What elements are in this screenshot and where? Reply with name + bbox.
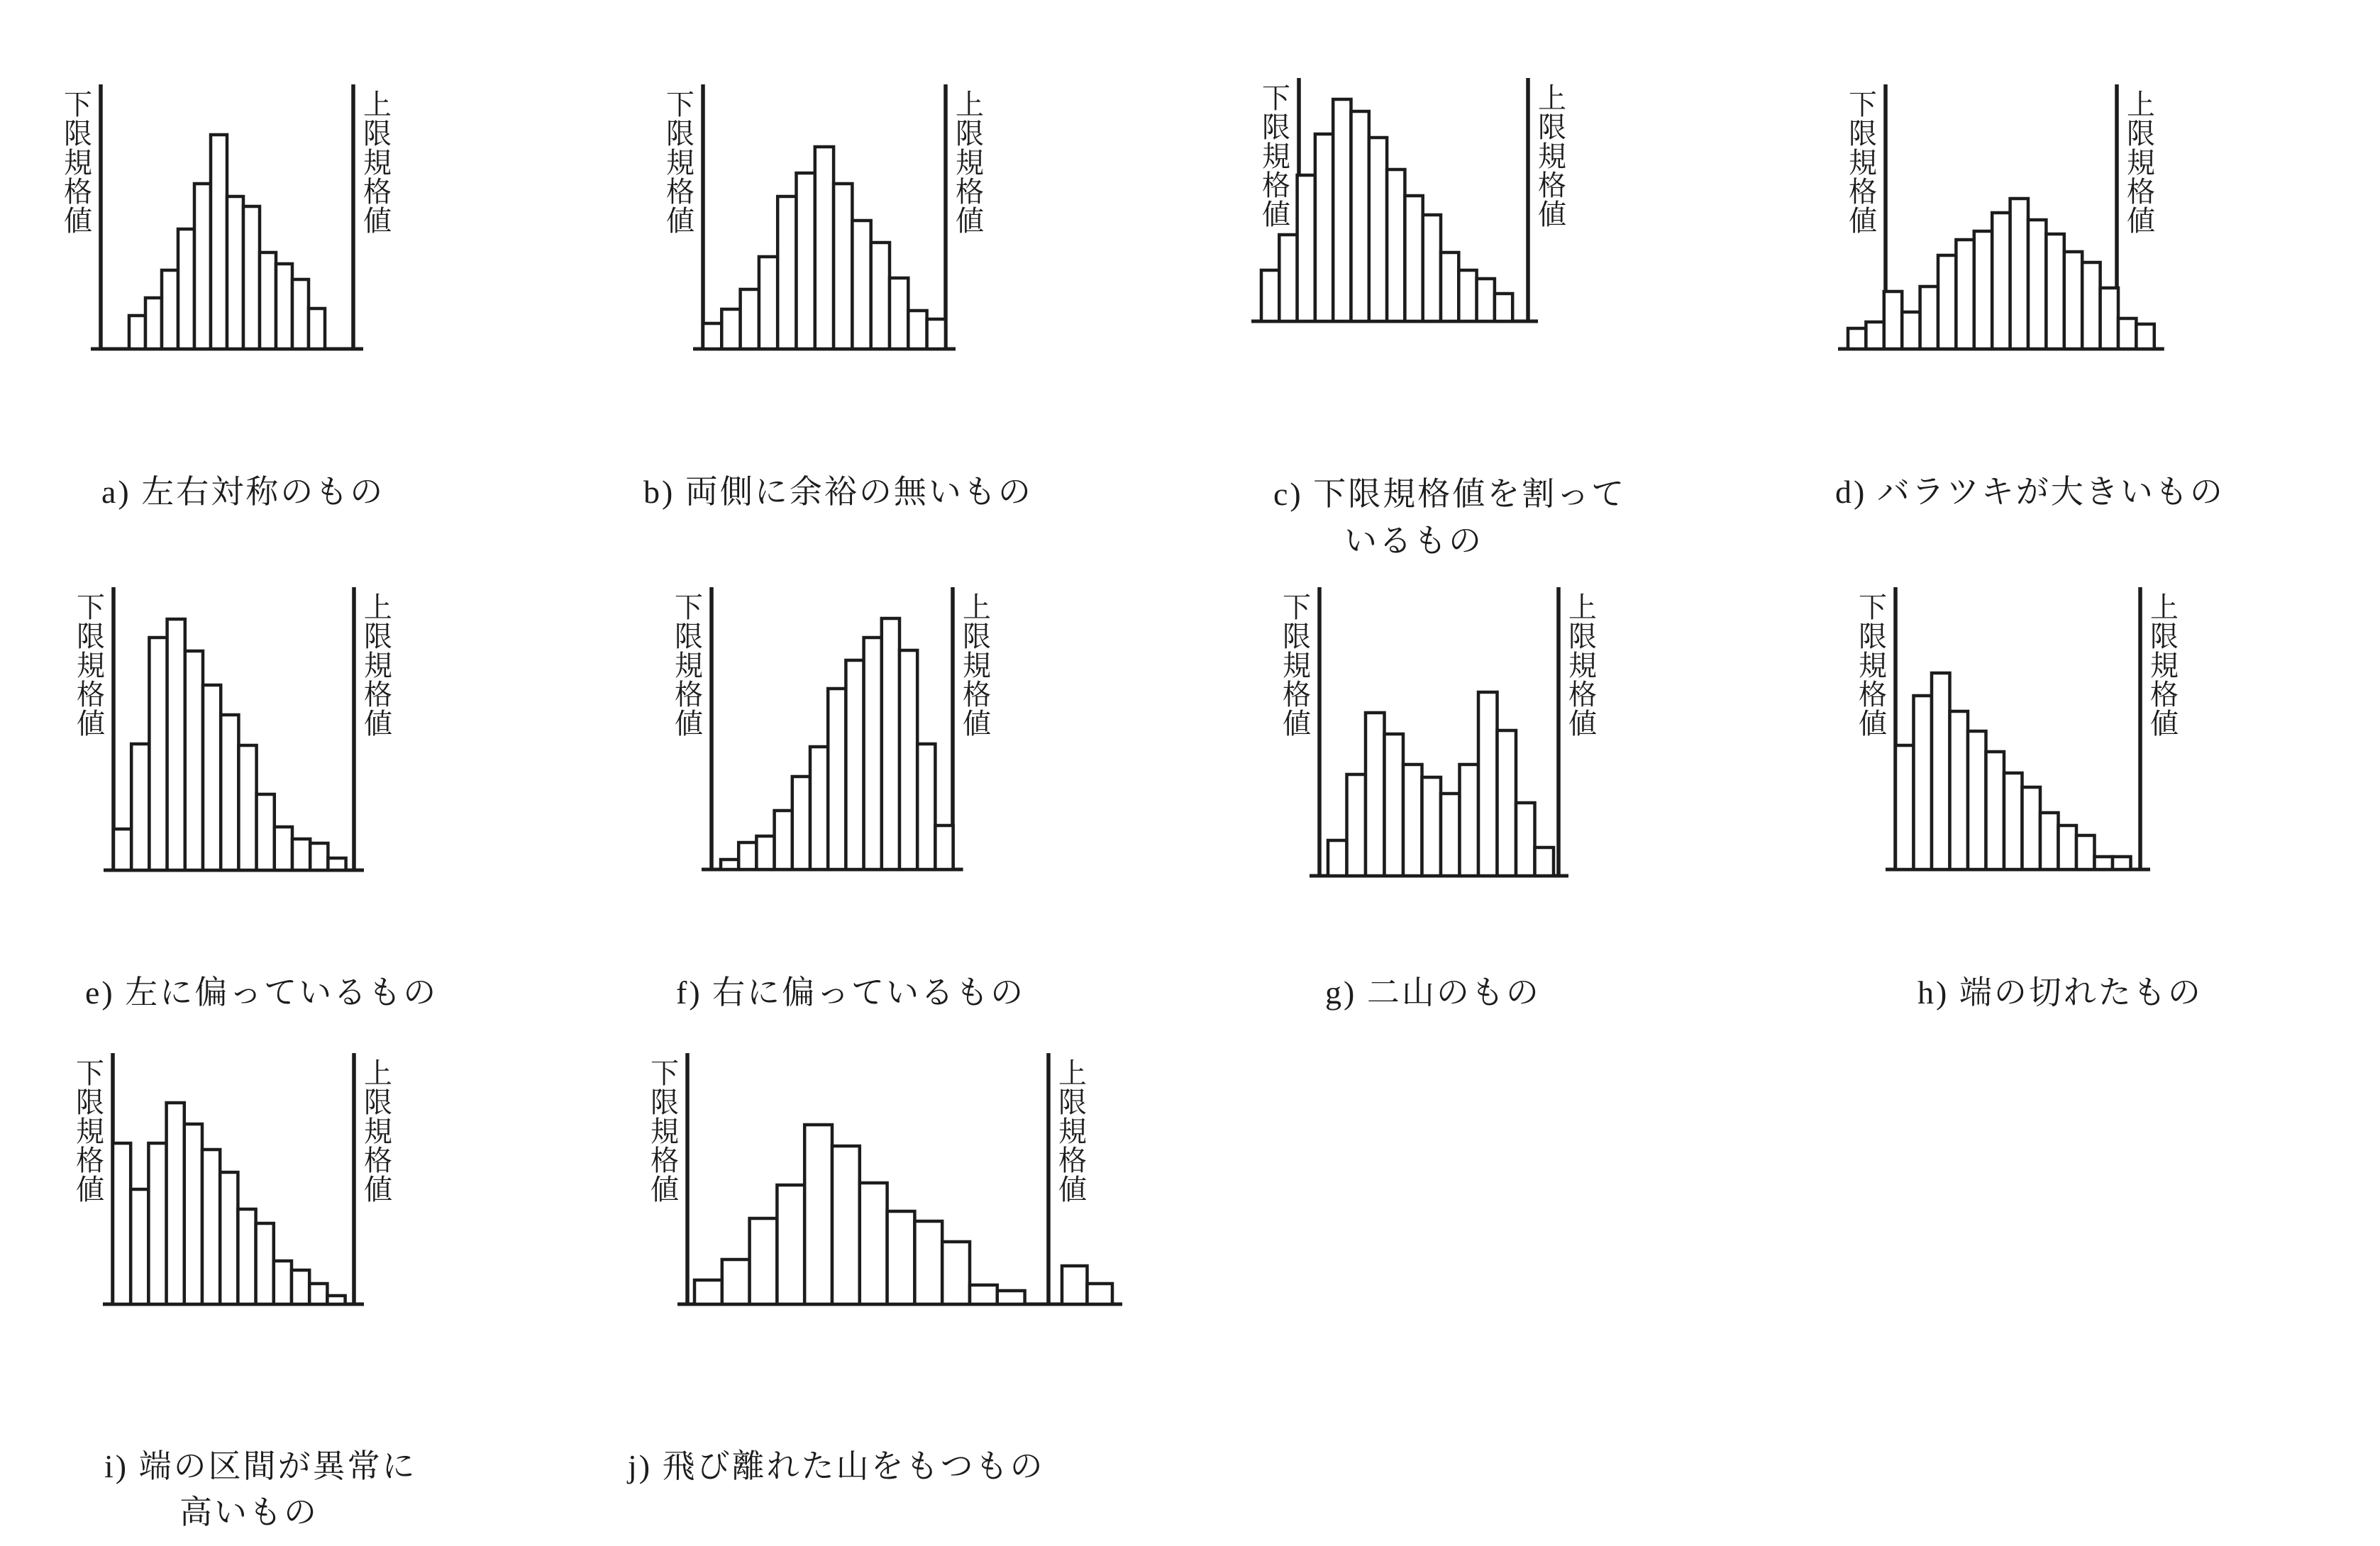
histogram-bar [1347, 774, 1366, 876]
histogram-bar [310, 843, 328, 870]
histogram-bar [1932, 673, 1950, 869]
histogram-bar [804, 1125, 832, 1304]
lower-spec-label: 下 [1283, 591, 1311, 623]
upper-spec-label: 格 [2127, 176, 2155, 208]
histogram-bar [935, 825, 953, 869]
chart-caption: j) 飛び離れた山をもつもの [628, 1448, 1045, 1484]
upper-spec-label: 限 [1538, 111, 1566, 143]
histogram-bar [221, 715, 238, 870]
histogram-bar [815, 147, 834, 349]
lower-spec-label: 限 [666, 118, 694, 150]
lower-spec-label: 規 [1849, 147, 1877, 179]
histogram-bar [810, 747, 828, 869]
lower-spec-label: 規 [1283, 650, 1311, 682]
lower-spec-label: 限 [675, 621, 703, 652]
lower-spec-label: 規 [666, 147, 694, 179]
lower-spec-label: 規 [1859, 650, 1887, 682]
histogram-bar [148, 1143, 166, 1304]
lower-spec-label: 下 [76, 1057, 104, 1089]
lower-spec-label: 限 [651, 1086, 679, 1118]
histogram-bar [846, 660, 863, 869]
histogram-bar [1261, 270, 1279, 321]
histogram-bar [1460, 764, 1479, 876]
histogram-bar [721, 309, 740, 349]
upper-spec-label: 限 [364, 1086, 392, 1118]
histogram-bar [194, 184, 211, 349]
histogram-bar [2028, 220, 2046, 349]
histogram-bar [309, 1284, 327, 1304]
chart-c [1251, 78, 1626, 559]
histogram-bar [1385, 734, 1404, 876]
histogram-bar [327, 1296, 345, 1304]
histogram-bar [1914, 696, 1932, 869]
histogram-bar [1895, 745, 1914, 869]
upper-spec-label: 値 [364, 1174, 392, 1206]
histogram-bar [750, 1218, 777, 1304]
lower-spec-label: 値 [666, 205, 694, 237]
upper-spec-label: 格 [364, 1145, 392, 1177]
histogram-bar [970, 1285, 997, 1304]
histogram-bar [852, 221, 870, 349]
histogram-bar [1848, 328, 1866, 349]
lower-spec-label: 下 [1849, 89, 1877, 121]
histogram-bar [1956, 240, 1974, 349]
histogram-bar [997, 1291, 1025, 1304]
upper-spec-label: 値 [963, 708, 991, 740]
histogram-bar [1333, 99, 1351, 321]
upper-spec-label: 格 [956, 176, 984, 208]
histogram-bar [1279, 235, 1297, 321]
histogram-bar [917, 744, 935, 869]
histogram-bar [257, 794, 275, 870]
histogram-bar [2113, 857, 2131, 869]
chart-h [1859, 587, 2203, 1011]
histogram-bar [167, 619, 185, 870]
lower-spec-label: 規 [64, 147, 92, 179]
lower-spec-label: 値 [76, 1174, 104, 1206]
histogram-bar [309, 308, 325, 349]
histogram-bar [1351, 111, 1369, 321]
upper-spec-label: 上 [363, 89, 392, 121]
lower-spec-label: 限 [1849, 118, 1877, 150]
lower-spec-label: 規 [1262, 140, 1290, 172]
chart-j [626, 1053, 1122, 1484]
lower-spec-label: 下 [77, 591, 105, 623]
chart-caption: b) 両側に余裕の無いもの [643, 474, 1033, 510]
upper-spec-label: 限 [963, 621, 991, 652]
chart-e [77, 587, 438, 1011]
histogram-bar [129, 316, 145, 349]
lower-spec-label: 限 [76, 1086, 104, 1118]
upper-spec-label: 規 [1058, 1116, 1087, 1147]
upper-spec-label: 格 [2150, 679, 2179, 711]
histogram-bar [864, 638, 882, 869]
histogram-bar [2095, 857, 2113, 869]
histogram-bar [238, 745, 256, 870]
lower-spec-label: 格 [666, 176, 694, 208]
lower-spec-label: 値 [1283, 708, 1311, 740]
upper-spec-label: 上 [963, 591, 991, 623]
histogram-bar [1535, 847, 1554, 876]
upper-spec-label: 限 [2150, 621, 2179, 652]
histogram-bar [162, 270, 178, 349]
chart-caption: h) 端の切れたもの [1917, 974, 2203, 1011]
chart-g [1283, 587, 1597, 1011]
upper-spec-label: 上 [2127, 89, 2155, 121]
upper-spec-label: 値 [956, 205, 984, 237]
lower-spec-label: 規 [76, 1116, 104, 1147]
histogram-bar [1986, 752, 2005, 869]
histogram-bar [2004, 773, 2022, 869]
upper-spec-label: 値 [1568, 708, 1597, 740]
histogram-bar [1459, 270, 1476, 321]
upper-spec-label: 上 [1568, 591, 1597, 623]
histogram-bar [2076, 835, 2095, 869]
upper-spec-label: 規 [956, 147, 984, 179]
histogram-bar [131, 744, 149, 870]
lower-spec-label: 格 [1262, 169, 1290, 201]
histogram-bar [167, 1103, 184, 1304]
lower-spec-label: 下 [651, 1057, 679, 1089]
histogram-bar [145, 298, 162, 349]
histogram-bar [1516, 803, 1535, 876]
upper-spec-label: 格 [1058, 1145, 1087, 1177]
histogram-bar [1423, 215, 1441, 321]
upper-spec-label: 限 [364, 621, 392, 652]
upper-spec-label: 値 [2127, 205, 2155, 237]
histogram-bar [2022, 787, 2041, 869]
histogram-bar [1884, 291, 1902, 349]
upper-spec-label: 限 [2127, 118, 2155, 150]
histogram-bar [1369, 138, 1387, 321]
lower-spec-label: 下 [675, 591, 703, 623]
lower-spec-label: 値 [1262, 199, 1290, 230]
upper-spec-label: 上 [1538, 82, 1566, 114]
chart-a [64, 84, 392, 510]
histogram-bar [887, 1211, 915, 1304]
lower-spec-label: 格 [651, 1145, 679, 1177]
lower-spec-label: 格 [1849, 176, 1877, 208]
lower-spec-label: 値 [1859, 708, 1887, 740]
histogram-bar [927, 319, 946, 349]
chart-caption: g) 二山のもの [1325, 974, 1541, 1011]
histogram-bar [694, 1280, 722, 1304]
histogram-bar [703, 323, 721, 349]
histogram-bar [721, 860, 738, 869]
lower-spec-label: 限 [1262, 111, 1290, 143]
histogram-bar [832, 1146, 860, 1304]
upper-spec-label: 規 [1538, 140, 1566, 172]
lower-spec-label: 規 [675, 650, 703, 682]
upper-spec-label: 限 [956, 118, 984, 150]
lower-spec-label: 値 [64, 205, 92, 237]
upper-spec-label: 格 [963, 679, 991, 711]
histogram-bar [775, 811, 792, 869]
histogram-bar [1938, 255, 1956, 349]
histogram-bar [1974, 231, 1992, 349]
chart-caption: c) 下限規格値を割って [1273, 476, 1627, 512]
histogram-bar [2082, 262, 2100, 349]
histogram-bar [2059, 825, 2077, 869]
histogram-bar [2136, 324, 2154, 349]
upper-spec-label: 上 [2150, 591, 2179, 623]
upper-spec-label: 規 [2150, 650, 2179, 682]
histogram-bar [1441, 794, 1460, 876]
lower-spec-label: 規 [77, 650, 105, 682]
lower-spec-label: 限 [1283, 621, 1311, 652]
upper-spec-label: 規 [364, 1116, 392, 1147]
histogram-bar [2064, 252, 2082, 349]
histogram-bar [2101, 288, 2118, 349]
histogram-bar [1405, 196, 1422, 321]
histogram-bar [260, 252, 276, 349]
chart-caption: a) 左右対称のもの [101, 474, 385, 510]
histogram-bar [942, 1242, 970, 1304]
upper-spec-label: 規 [364, 650, 392, 682]
lower-spec-label: 限 [1859, 621, 1887, 652]
upper-spec-label: 上 [364, 591, 392, 623]
upper-spec-label: 限 [363, 118, 392, 150]
upper-spec-label: 規 [2127, 147, 2155, 179]
upper-spec-label: 格 [363, 176, 392, 208]
histogram-bar [759, 257, 777, 349]
histogram-bar [256, 1223, 274, 1304]
upper-spec-label: 格 [1568, 679, 1597, 711]
lower-spec-label: 格 [76, 1145, 104, 1177]
lower-spec-label: 格 [1283, 679, 1311, 711]
histogram-bar [890, 278, 908, 349]
chart-caption: 高いもの [179, 1494, 319, 1530]
histogram-bar [792, 777, 810, 869]
upper-spec-label: 値 [364, 708, 392, 740]
chart-caption: いるもの [1344, 523, 1483, 559]
chart-caption: d) バラツキが大きいもの [1835, 474, 2225, 510]
histogram-bar [1403, 764, 1422, 876]
histogram-bar [243, 206, 260, 349]
lower-spec-label: 下 [64, 89, 92, 121]
histogram-bar [914, 1221, 942, 1304]
lower-spec-label: 規 [651, 1116, 679, 1147]
lower-spec-label: 下 [1859, 591, 1887, 623]
histogram-bar [1328, 840, 1347, 876]
chart-i [76, 1053, 417, 1530]
histogram-bar [2118, 318, 2136, 349]
histogram-bar [220, 1172, 238, 1304]
histogram-bar [184, 1124, 202, 1304]
upper-spec-label: 規 [1568, 650, 1597, 682]
lower-spec-label: 格 [77, 679, 105, 711]
histogram-bar [722, 1259, 750, 1304]
histogram-bar [860, 1183, 887, 1304]
histogram-bar [1498, 730, 1517, 876]
outlier-bar [1087, 1284, 1113, 1304]
histogram-bar [2010, 199, 2028, 349]
chart-d [1835, 84, 2225, 510]
histogram-bar [1477, 279, 1495, 321]
histogram-bar [738, 842, 756, 869]
histogram-bar [1495, 294, 1512, 321]
histogram-bar [1366, 713, 1385, 876]
histogram-bar [1478, 692, 1498, 876]
histogram-bar [292, 1270, 309, 1304]
histogram-bar [777, 196, 796, 349]
lower-spec-label: 限 [77, 621, 105, 652]
chart-caption: e) 左に偏っているもの [85, 974, 438, 1011]
chart-caption: i) 端の区間が異常に [104, 1448, 417, 1484]
histogram-bar [741, 289, 759, 349]
histogram-bar [797, 173, 815, 349]
upper-spec-label: 値 [1058, 1174, 1087, 1206]
chart-f [675, 587, 1025, 1011]
chart-caption: f) 右に偏っているもの [676, 974, 1026, 1011]
lower-spec-label: 限 [64, 118, 92, 150]
lower-spec-label: 格 [64, 176, 92, 208]
outlier-bar [1062, 1266, 1087, 1304]
histogram-bar [1441, 252, 1459, 321]
upper-spec-label: 値 [363, 205, 392, 237]
upper-spec-label: 規 [963, 650, 991, 682]
chart-b [643, 84, 1033, 510]
upper-spec-label: 値 [2150, 708, 2179, 740]
lower-spec-label: 値 [77, 708, 105, 740]
histogram-bar [276, 264, 292, 349]
lower-spec-label: 値 [651, 1174, 679, 1206]
histogram-bar [1315, 134, 1333, 321]
lower-spec-label: 格 [675, 679, 703, 711]
lower-spec-label: 値 [1849, 205, 1877, 237]
histogram-bar [113, 1143, 131, 1304]
histogram-bar [1992, 213, 2010, 349]
upper-spec-label: 上 [1058, 1057, 1087, 1089]
upper-spec-label: 限 [1058, 1086, 1087, 1118]
histogram-bar [178, 229, 194, 349]
histogram-bar [756, 836, 774, 869]
histogram-bar [882, 618, 900, 869]
histogram-bar [1968, 731, 1986, 869]
histogram-bar [871, 243, 890, 349]
histogram-bar [292, 839, 310, 870]
histogram-bar [1387, 169, 1405, 321]
histogram-bar [1902, 312, 1920, 349]
histogram-bar [328, 858, 345, 870]
histogram-bar [114, 829, 131, 870]
histogram-bar [227, 196, 243, 349]
histogram-bar [1950, 711, 1969, 869]
histogram-bar [1297, 175, 1315, 321]
histogram-bar [834, 184, 852, 349]
upper-spec-label: 格 [364, 679, 392, 711]
histogram-bar [1866, 322, 1883, 349]
upper-spec-label: 規 [363, 147, 392, 179]
histogram-bar [1422, 777, 1441, 876]
histogram-bar [2040, 813, 2059, 869]
lower-spec-label: 格 [1859, 679, 1887, 711]
upper-spec-label: 格 [1538, 169, 1566, 201]
lower-spec-label: 下 [666, 89, 694, 121]
histogram-bar [828, 689, 846, 869]
histogram-bar [292, 279, 309, 349]
histogram-bar [275, 827, 292, 870]
histogram-bar [131, 1189, 148, 1304]
histogram-bar [2046, 234, 2064, 349]
upper-spec-label: 上 [364, 1057, 392, 1089]
upper-spec-label: 限 [1568, 621, 1597, 652]
histogram-bar [908, 311, 926, 349]
histogram-bar [900, 650, 917, 869]
upper-spec-label: 上 [956, 89, 984, 121]
histogram-bar [185, 651, 203, 870]
histogram-bar [274, 1261, 292, 1304]
lower-spec-label: 値 [675, 708, 703, 740]
histogram-bar [1920, 287, 1938, 349]
histogram-bar [149, 638, 167, 870]
histogram-bar [777, 1185, 804, 1304]
histogram-bar [238, 1209, 255, 1304]
histogram-bar [202, 1150, 220, 1304]
histogram-bar [211, 135, 227, 349]
histogram-bar [203, 685, 221, 870]
upper-spec-label: 値 [1538, 199, 1566, 230]
lower-spec-label: 下 [1262, 82, 1290, 114]
